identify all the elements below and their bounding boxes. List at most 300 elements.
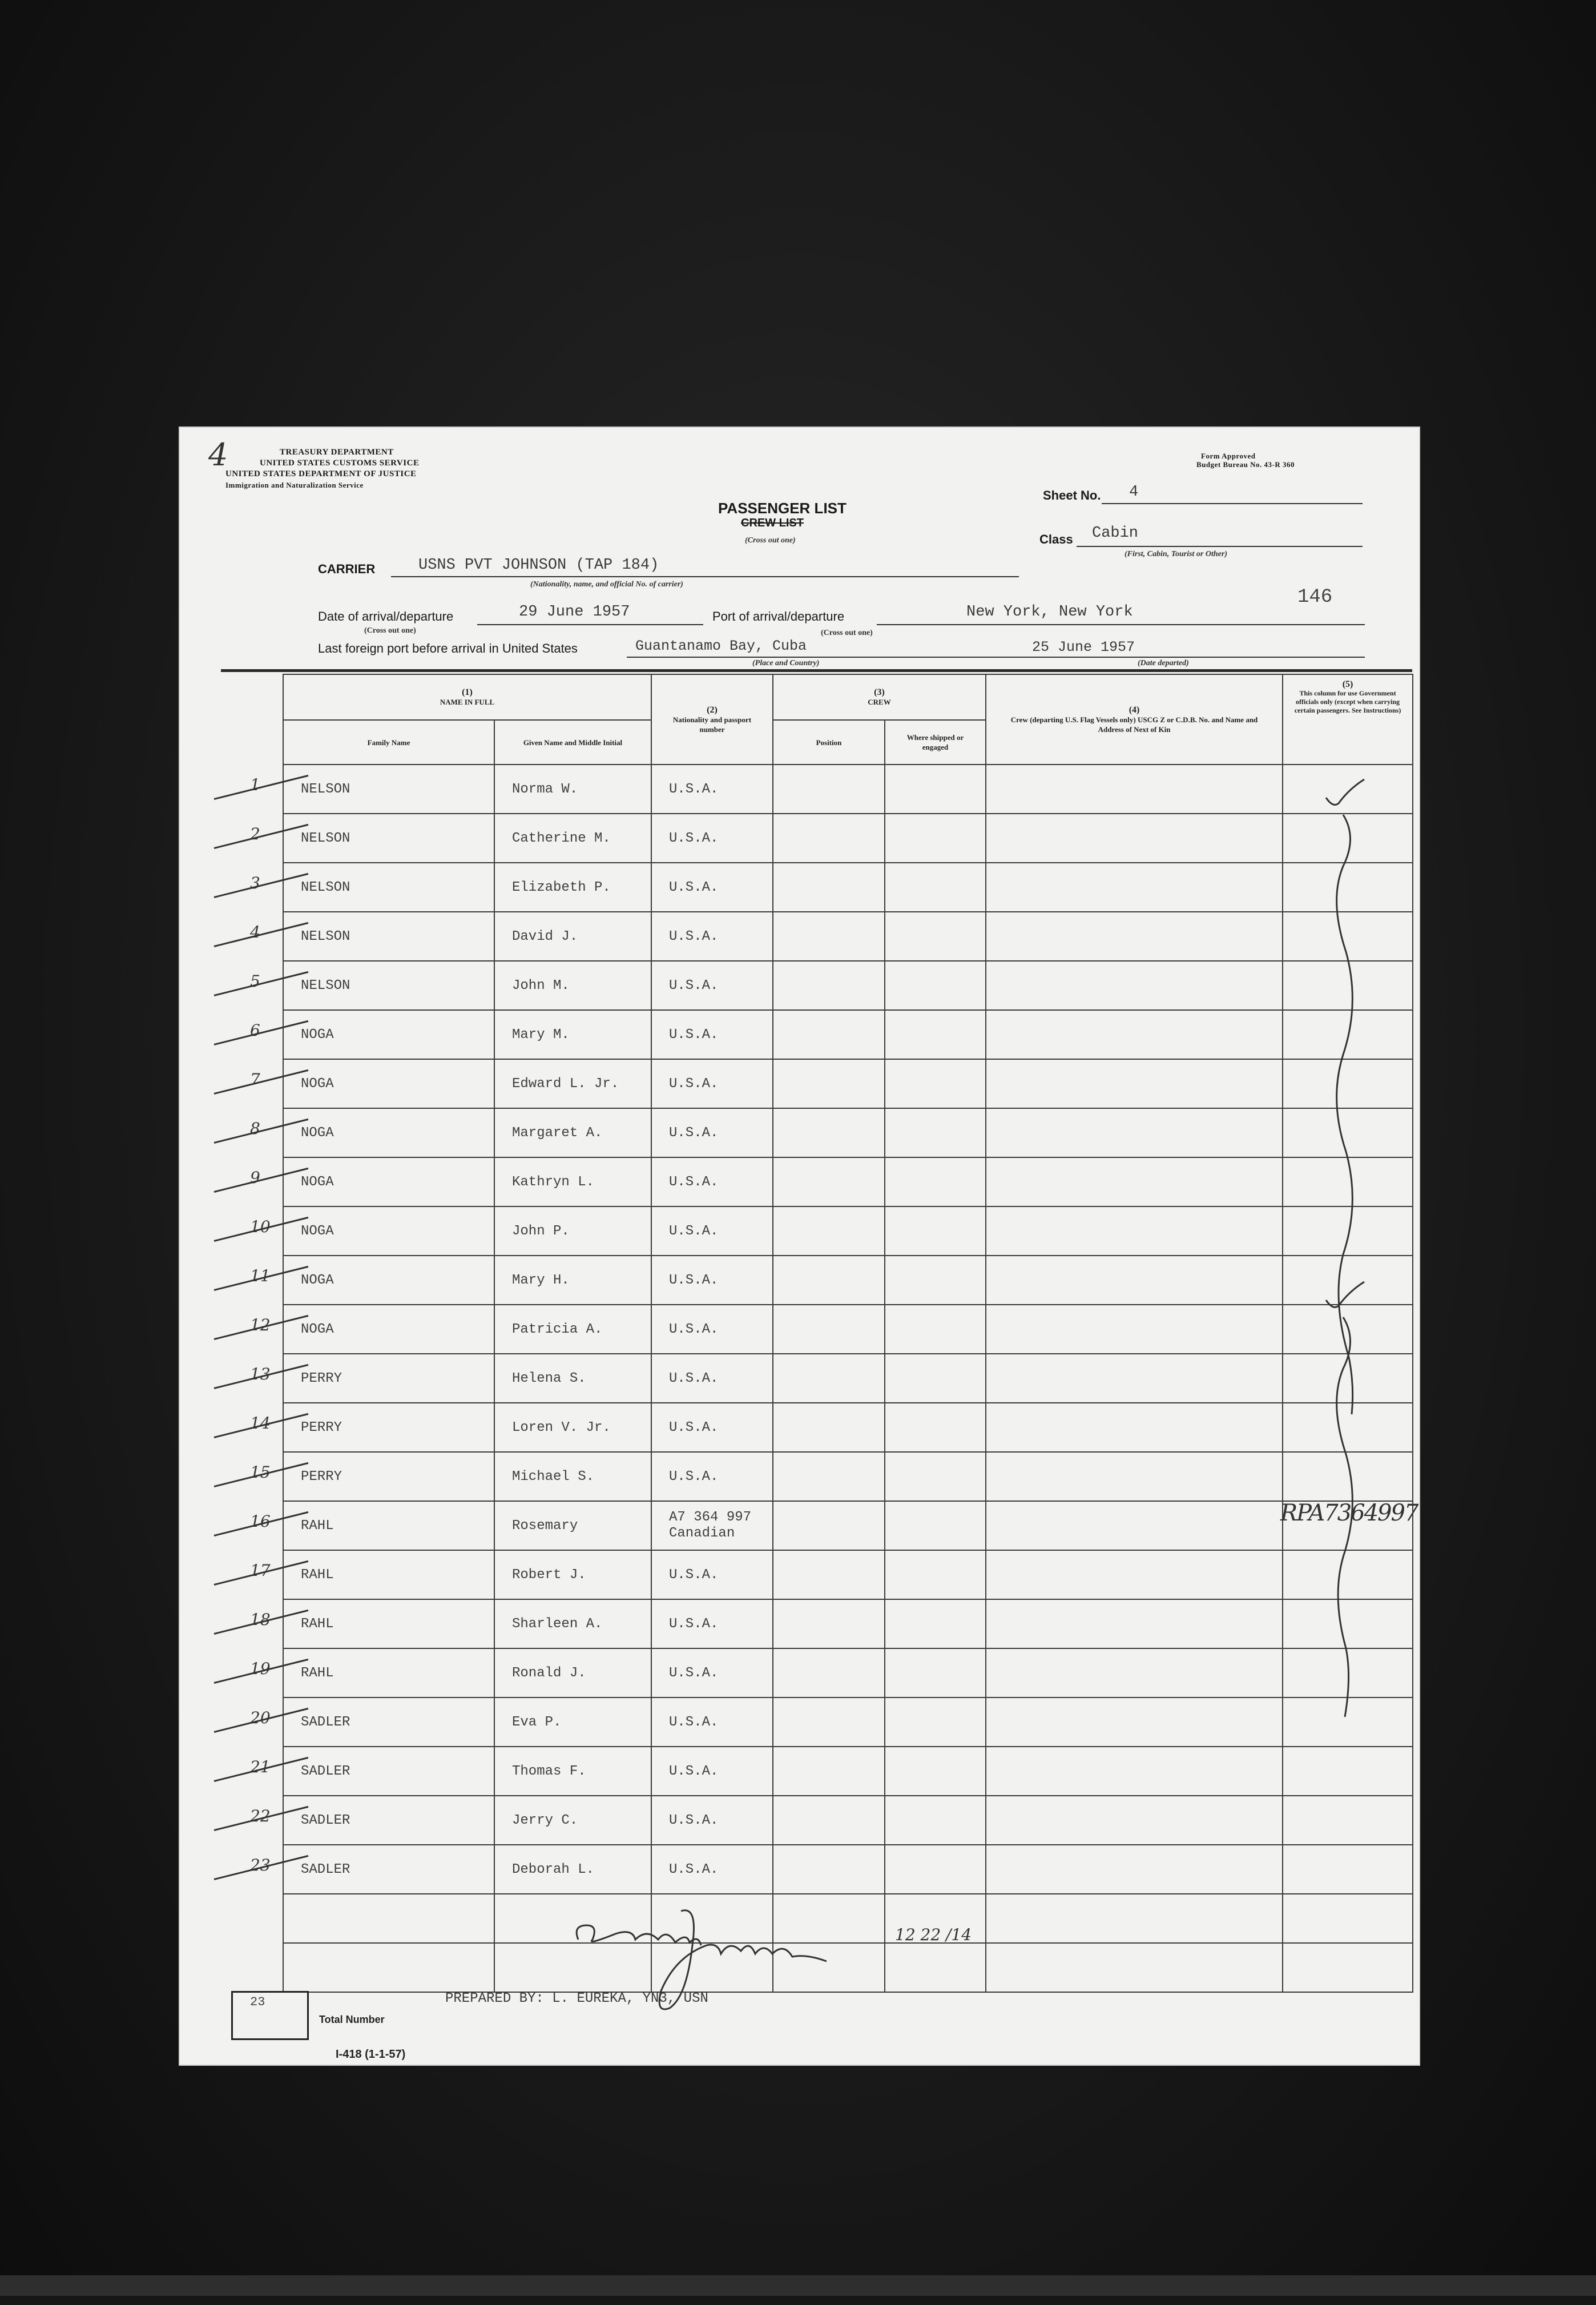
family-name-cell [283,765,494,814]
next-of-kin-cell [986,1305,1283,1354]
given-name-cell-text: Deborah L. [512,1861,595,1877]
nationality-cell-text: U.S.A. [669,928,719,944]
nationality-cell [651,1010,773,1059]
col5-number: (5) [1342,679,1353,689]
family-name-cell [283,1697,494,1747]
family-name-cell-text: SADLER [301,1763,350,1779]
dept-line-2: UNITED STATES CUSTOMS SERVICE [260,458,420,468]
given-name-cell-text: John P. [512,1223,570,1239]
nationality-cell-text: U.S.A. [669,1027,719,1043]
col1-number: (1) [462,687,473,697]
given-name-cell-text: Rosemary [512,1518,578,1534]
ditto-line-icon [1337,815,1353,1414]
table-row [283,1550,1413,1599]
given-name-cell-text: Norma W. [512,781,578,797]
next-of-kin-cell [986,765,1283,814]
family-name-cell [283,1108,494,1157]
port-value: New York, New York [966,604,1133,621]
family-name-cell-text: SADLER [301,1714,350,1730]
family-name-cell [283,1010,494,1059]
next-of-kin-cell [986,1354,1283,1403]
next-of-kin-cell [986,1697,1283,1747]
family-name-cell-text: NOGA [301,1272,334,1288]
next-of-kin-cell [986,912,1283,961]
nationality-cell [651,1256,773,1305]
passenger-table [283,674,1413,1993]
given-name-cell [494,912,651,961]
stamp-number: 146 [1297,586,1333,608]
class-hint: (First, Cabin, Tourist or Other) [1125,550,1227,558]
family-name-cell [283,1599,494,1648]
next-of-kin-cell [986,1403,1283,1452]
next-of-kin-cell [986,1452,1283,1501]
position-cell [773,814,885,863]
date-hint: (Cross out one) [364,626,416,635]
nationality-cell-text: U.S.A. [669,1469,719,1485]
family-name-cell-text: NOGA [301,1174,334,1190]
where-shipped-cell [885,912,986,961]
next-of-kin-cell [986,1747,1283,1796]
family-name-cell-text: NELSON [301,879,350,895]
row-number: 3 [250,874,260,892]
position-cell [773,1452,885,1501]
nationality-cell-text: U.S.A. [669,977,719,993]
nationality-column-header [651,674,773,765]
position-cell [773,1108,885,1157]
row-number: 4 [250,923,260,942]
table-row [283,814,1413,863]
date-value: 29 June 1957 [519,604,630,621]
next-of-kin-cell [986,1206,1283,1256]
budget-bureau-line: Budget Bureau No. 43-R 360 [1196,460,1295,469]
table-row [283,961,1413,1010]
nationality-cell [651,1157,773,1206]
given-name-cell [494,1747,651,1796]
row-number: 7 [250,1070,260,1089]
row-number: 12 [250,1316,271,1334]
nationality-cell [651,1059,773,1108]
table-row [283,1157,1413,1206]
dept-line-3: UNITED STATES DEPARTMENT OF JUSTICE [225,469,417,478]
port-label: Port of arrival/departure [712,609,845,623]
family-name-cell-text: NELSON [301,830,350,846]
official-use-header [1283,674,1413,765]
where-shipped-cell [885,1108,986,1157]
row-number: 14 [250,1414,271,1433]
last-port-hint: (Place and Country) [752,659,820,667]
nationality-cell-text: U.S.A. [669,1665,719,1681]
blank-row [283,1943,1413,1992]
given-name-cell-text: Margaret A. [512,1125,603,1141]
col4-title: Crew (departing U.S. Flag Vessels only) USCG Z or C.D.B. No. and Name and Address of Next of Kin [1010,715,1258,734]
table-row [283,1599,1413,1648]
table-row [283,1796,1413,1845]
next-of-kin-cell [986,814,1283,863]
position-cell [773,912,885,961]
row-number: 10 [250,1217,271,1236]
family-name-cell [283,961,494,1010]
given-name-cell [494,1108,651,1157]
family-name-header: Family Name [283,720,494,765]
table-row [283,1747,1413,1796]
family-name-cell [283,1403,494,1452]
given-name-cell-text: Helena S. [512,1370,586,1386]
position-cell [773,1501,885,1550]
family-name-cell [283,1501,494,1550]
table-row [283,1354,1413,1403]
given-name-cell-text: Patricia A. [512,1321,603,1337]
prepared-by: PREPARED BY: L. EUREKA, YN3, USN [445,1991,708,2006]
family-name-cell [283,912,494,961]
header-row-1 [283,674,1413,720]
given-name-cell-text: Robert J. [512,1567,586,1583]
given-name-cell [494,1354,651,1403]
nationality-cell [651,1305,773,1354]
given-name-cell [494,1157,651,1206]
crew-column-header [773,674,986,720]
class-label: Class [1039,532,1073,546]
table-row [283,1305,1413,1354]
position-cell [773,1354,885,1403]
nationality-cell [651,1550,773,1599]
next-of-kin-cell [986,1648,1283,1697]
family-name-cell-text: NOGA [301,1125,334,1141]
family-name-cell-text: PERRY [301,1469,342,1485]
family-name-cell [283,863,494,912]
dept-line-1: TREASURY DEPARTMENT [280,448,394,457]
row-number: 15 [250,1463,271,1482]
nationality-cell-text: U.S.A. [669,1616,719,1632]
where-shipped-cell [885,1256,986,1305]
table-row [283,912,1413,961]
date-label: Date of arrival/departure [318,609,454,623]
table-row [283,1697,1413,1747]
row-number: 23 [250,1856,271,1874]
family-name-cell-text: RAHL [301,1567,334,1583]
family-name-cell [283,1354,494,1403]
where-shipped-cell [885,1501,986,1550]
given-name-cell-text: Mary M. [512,1027,570,1043]
position-cell [773,1206,885,1256]
table-row [283,863,1413,912]
port-hint: (Cross out one) [821,629,873,637]
form-title: PASSENGER LIST [718,500,847,517]
nationality-cell [651,1403,773,1452]
given-name-cell [494,1501,651,1550]
row-number: 13 [250,1365,271,1383]
col2-number: (2) [707,705,718,715]
row-number: 6 [250,1021,260,1040]
position-cell [773,961,885,1010]
nationality-cell [651,863,773,912]
nationality-cell-text: U.S.A. [669,830,719,846]
where-shipped-cell [885,1697,986,1747]
position-cell [773,1256,885,1305]
family-name-cell [283,1256,494,1305]
check-icon [1326,1282,1364,1307]
given-name-cell [494,1697,651,1747]
given-name-cell [494,863,651,912]
where-shipped-cell [885,1796,986,1845]
family-name-cell [283,1305,494,1354]
family-name-cell-text: PERRY [301,1370,342,1386]
given-name-cell [494,961,651,1010]
row-number: 16 [250,1512,271,1531]
next-of-kin-cell [986,1796,1283,1845]
given-name-cell [494,1059,651,1108]
where-shipped-cell [885,1403,986,1452]
position-cell [773,1157,885,1206]
given-name-cell-text: Eva P. [512,1714,562,1730]
crew-next-of-kin-header [986,674,1283,765]
handwritten-passport-note: RPA7364997 [1280,1500,1418,1526]
row-number: 5 [250,972,260,991]
position-header: Position [773,720,885,765]
page-mark: 4 [208,437,228,473]
family-name-cell-text: SADLER [301,1861,350,1877]
crew-list-struck: CREW LIST [741,517,804,529]
nationality-cell [651,912,773,961]
nationality-cell-text: A7 364 997 Canadian [669,1510,752,1541]
given-name-cell-text: Thomas F. [512,1763,586,1779]
class-value: Cabin [1092,525,1139,542]
family-name-cell-text: SADLER [301,1812,350,1828]
family-name-cell-text: NELSON [301,977,350,993]
position-cell [773,1599,885,1648]
next-of-kin-cell [986,1256,1283,1305]
given-name-cell [494,1648,651,1697]
nationality-cell-text: U.S.A. [669,1567,719,1583]
nationality-cell [651,765,773,814]
signature-date: 12 22 /14 [895,1925,972,1944]
dept-line-4: Immigration and Naturalization Service [225,481,364,489]
family-name-cell-text: NOGA [301,1076,334,1092]
sheet-value: 4 [1129,484,1139,501]
row-number: 22 [250,1807,271,1825]
given-name-cell-text: Loren V. Jr. [512,1419,611,1435]
given-name-cell-text: Edward L. Jr. [512,1076,619,1092]
where-shipped-cell [885,1059,986,1108]
row-number: 1 [250,775,260,794]
nationality-cell [651,1599,773,1648]
row-number: 18 [250,1610,271,1629]
where-shipped-cell [885,1747,986,1796]
where-shipped-cell [885,814,986,863]
family-name-cell [283,1648,494,1697]
next-of-kin-cell [986,1157,1283,1206]
last-port-value: Guantanamo Bay, Cuba [635,638,807,654]
row-number: 19 [250,1659,271,1678]
nationality-cell-text: U.S.A. [669,1419,719,1435]
position-cell [773,863,885,912]
next-of-kin-cell [986,863,1283,912]
check-marks [1315,752,1412,2305]
position-cell [773,1796,885,1845]
name-column-header [283,674,651,720]
table-row [283,1845,1413,1894]
where-shipped-cell [885,1305,986,1354]
nationality-cell-text: U.S.A. [669,1714,719,1730]
row-number: 9 [250,1168,260,1187]
position-cell [773,1648,885,1697]
total-value: 23 [250,1995,265,2009]
nationality-cell-text: U.S.A. [669,1321,719,1337]
given-name-cell [494,1206,651,1256]
family-name-cell-text: NELSON [301,928,350,944]
position-cell [773,1845,885,1894]
family-name-cell [283,1059,494,1108]
given-name-cell-text: Sharleen A. [512,1616,603,1632]
nationality-cell [651,1796,773,1845]
next-of-kin-cell [986,1845,1283,1894]
family-name-cell [283,1206,494,1256]
given-name-cell-text: Jerry C. [512,1812,578,1828]
col4-number: (4) [1129,705,1140,715]
family-name-cell [283,1550,494,1599]
where-shipped-cell [885,1845,986,1894]
nationality-cell [651,1354,773,1403]
row-number: 2 [250,824,260,843]
given-name-cell-text: Mary H. [512,1272,570,1288]
table-row [283,1256,1413,1305]
given-name-cell [494,1403,651,1452]
nationality-cell-text: U.S.A. [669,781,719,797]
given-name-cell [494,1845,651,1894]
col3-title: CREW [868,698,891,706]
nationality-cell [651,1108,773,1157]
passenger-list-form [179,427,1420,2066]
sheet-label: Sheet No. [1043,488,1101,502]
where-shipped-cell [885,1452,986,1501]
given-name-cell [494,1550,651,1599]
where-shipped-cell [885,1206,986,1256]
given-name-cell [494,1452,651,1501]
form-approved [1196,452,1295,469]
family-name-cell-text: RAHL [301,1665,334,1681]
nationality-cell [651,1648,773,1697]
position-cell [773,1059,885,1108]
next-of-kin-cell [986,1550,1283,1599]
nationality-cell-text: U.S.A. [669,1125,719,1141]
position-cell [773,765,885,814]
family-name-cell-text: NOGA [301,1321,334,1337]
position-cell [773,1550,885,1599]
family-name-cell [283,1452,494,1501]
given-name-cell-text: Elizabeth P. [512,879,611,895]
check-icon [1326,779,1364,804]
family-name-cell-text: NOGA [301,1027,334,1043]
next-of-kin-cell [986,1108,1283,1157]
where-shipped-cell [885,1550,986,1599]
col1-title: NAME IN FULL [440,698,495,706]
family-name-cell-text: PERRY [301,1419,342,1435]
given-name-cell-text: Catherine M. [512,830,611,846]
family-name-cell [283,1845,494,1894]
nationality-cell-text: U.S.A. [669,1812,719,1828]
given-name-cell-text: John M. [512,977,570,993]
where-shipped-header: Where shipped or engaged [885,720,986,765]
position-cell [773,1305,885,1354]
table-row [283,1108,1413,1157]
family-name-cell [283,1796,494,1845]
row-number: 11 [250,1266,271,1285]
nationality-cell [651,1845,773,1894]
next-of-kin-cell [986,1599,1283,1648]
given-name-cell-text: David J. [512,928,578,944]
given-name-header: Given Name and Middle Initial [494,720,651,765]
next-of-kin-cell [986,961,1283,1010]
next-of-kin-cell [986,1501,1283,1550]
given-name-cell [494,1599,651,1648]
table-row [283,1648,1413,1697]
passenger-rows [283,765,1413,1894]
position-cell [773,1403,885,1452]
nationality-cell-text: U.S.A. [669,1272,719,1288]
position-cell [773,1747,885,1796]
total-number-label: Total Number [319,2014,385,2025]
table-row [283,1059,1413,1108]
form-approved-line: Form Approved [1201,452,1256,460]
family-name-cell-text: RAHL [301,1616,334,1632]
row-number: 20 [250,1708,271,1727]
next-of-kin-cell [986,1010,1283,1059]
nationality-cell-text: U.S.A. [669,1174,719,1190]
position-cell [773,1697,885,1747]
row-number: 8 [250,1119,260,1138]
nationality-cell-text: U.S.A. [669,1763,719,1779]
table-row [283,1403,1413,1452]
where-shipped-cell [885,863,986,912]
table-row [283,765,1413,814]
nationality-cell-text: U.S.A. [669,1076,719,1092]
total-number-box [231,1991,309,2040]
nationality-cell [651,1747,773,1796]
date-departed-hint: (Date departed) [1138,659,1189,667]
col5-title: This column for use Government officials only (except when carrying certain passengers. See Instructions) [1294,689,1401,714]
where-shipped-cell [885,1354,986,1403]
given-name-cell [494,1256,651,1305]
given-name-cell [494,1796,651,1845]
table-row [283,1010,1413,1059]
given-name-cell-text: Ronald J. [512,1665,586,1681]
form-number: I-418 (1-1-57) [336,2048,406,2061]
where-shipped-cell [885,1157,986,1206]
given-name-cell [494,814,651,863]
family-name-cell [283,814,494,863]
nationality-cell [651,814,773,863]
col2-title: Nationality and passport number [672,715,752,734]
carrier-label: CARRIER [318,562,376,576]
where-shipped-cell [885,1599,986,1648]
table-row [283,1452,1413,1501]
given-name-cell-text: Kathryn L. [512,1174,595,1190]
where-shipped-cell [885,961,986,1010]
nationality-cell-text: U.S.A. [669,879,719,895]
carrier-hint: (Nationality, name, and official No. of carrier) [530,580,683,589]
next-of-kin-cell [986,1059,1283,1108]
title-cross-out-hint: (Cross out one) [745,536,796,545]
nationality-cell-text: U.S.A. [669,1370,719,1386]
nationality-cell [651,1452,773,1501]
where-shipped-cell [885,1010,986,1059]
last-port-label: Last foreign port before arrival in United States [318,641,578,655]
nationality-cell-text: U.S.A. [669,1861,719,1877]
where-shipped-cell [885,1648,986,1697]
given-name-cell [494,1305,651,1354]
nationality-cell [651,961,773,1010]
family-name-cell-text: RAHL [301,1518,334,1534]
blank-row [283,1894,1413,1943]
